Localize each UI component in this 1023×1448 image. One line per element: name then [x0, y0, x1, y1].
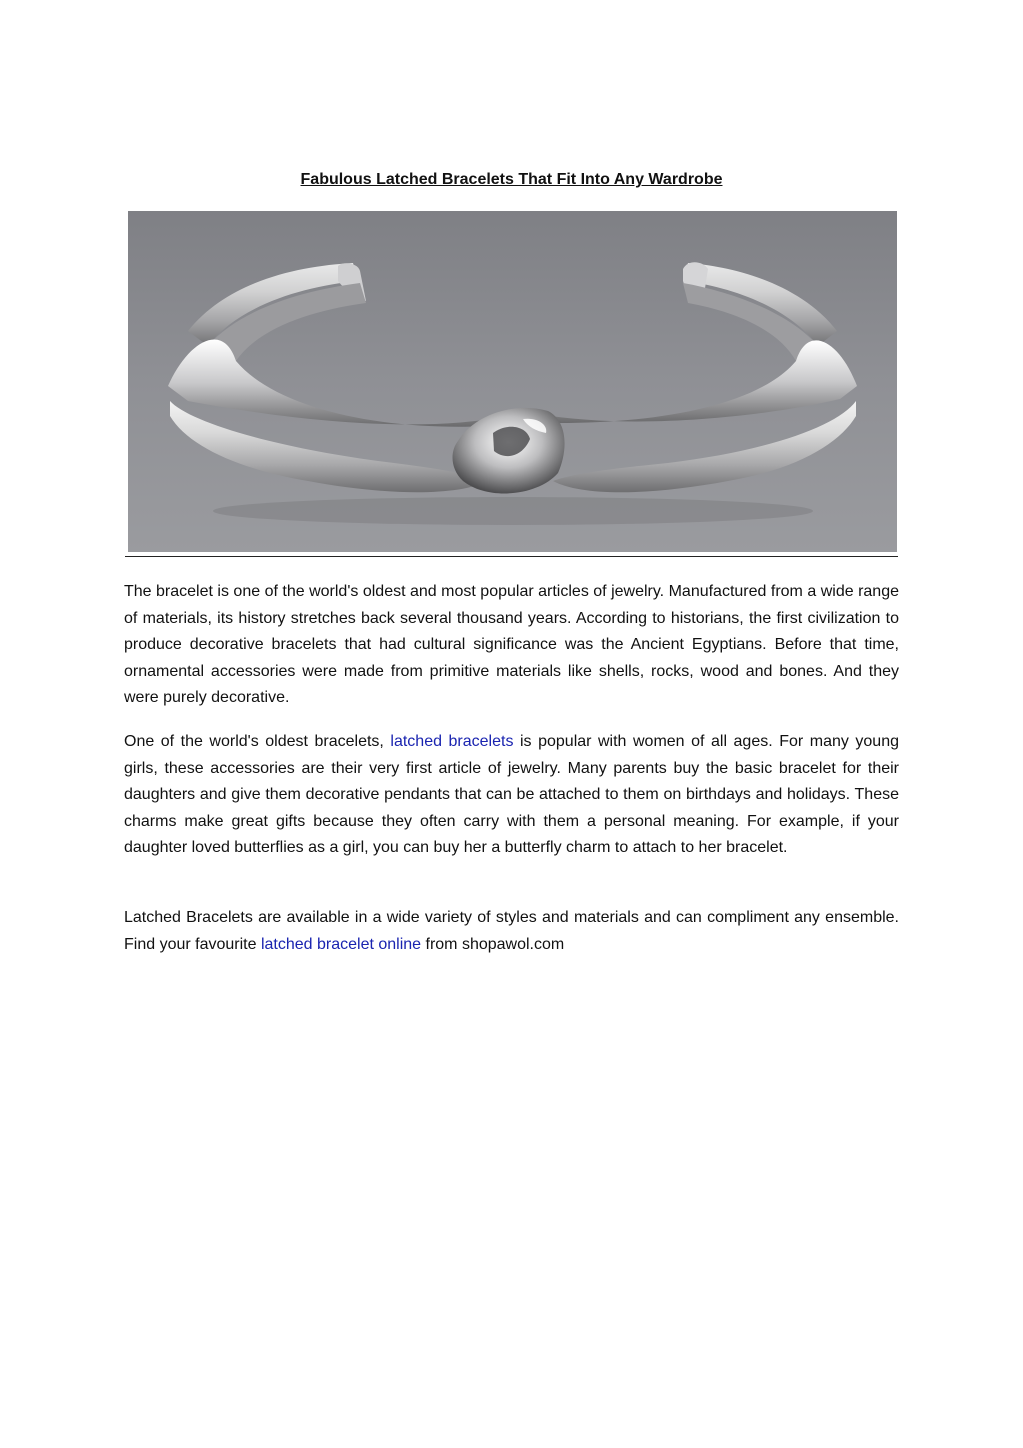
bracelet-photo: [128, 211, 897, 552]
paragraph-text: is popular with women of all ages. For many young girls, these accessories are their very first article of jewelry. Many parents buy the basic bracelet for their daughters and give them decorative pendants that can be attached to them on birthdays and holidays. These charms make great gifts because they often carry with them a personal meaning. For example, if your daughter loved butterflies as a girl, you can buy her a butterfly charm to attach to her bracelet.: [124, 733, 900, 856]
latched-bracelet-online-link[interactable]: latched bracelet online: [260, 935, 422, 953]
paragraph-text: Latched Bracelets are available in a wide variety of styles and materials and can compliment any ensemble. Find your favourite: [124, 909, 899, 953]
intro-paragraph: The bracelet is one of the world's oldest and most popular articles of jewelry. Manufactured from a wide range of materials, its history stretches back several thousand years. According to historians, the first civilization to produce decorative bracelets that had cultural significance was the Ancient Egyptians. Before that time, ornamental accessories were made from primitive materials like shells, rocks, wood and bones. And they were purely decorative.: [124, 583, 899, 706]
article-title: Fabulous Latched Bracelets That Fit Into Any Wardrobe: [300, 171, 723, 188]
styles-paragraph: [124, 905, 899, 958]
paragraph-text: One of the world's oldest bracelets,: [124, 733, 391, 750]
latched-bracelets-link[interactable]: latched bracelets: [390, 733, 514, 750]
latched-bracelets-paragraph: [124, 729, 899, 862]
paragraph-text: from shopawol.com: [421, 935, 565, 953]
bracelet-photo-frame: [125, 211, 898, 557]
